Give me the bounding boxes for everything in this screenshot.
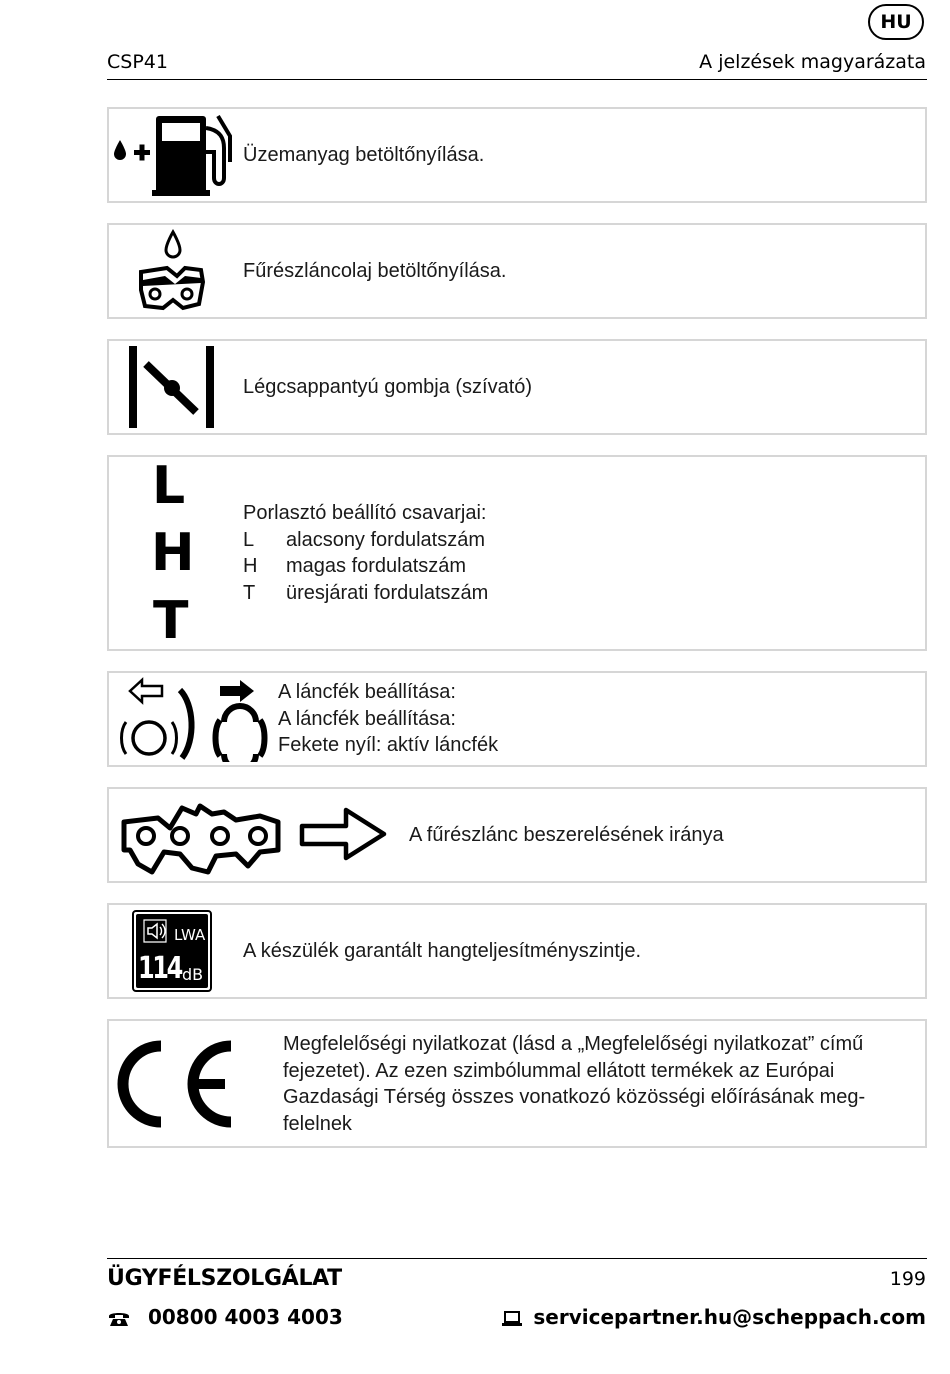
chain-brake-line-2: A láncfék beállítása: [278,707,456,730]
carburetor-item-l: L alacsony fordulatszám [243,528,485,551]
header-rule [107,79,927,80]
sound-power-label [136,914,208,988]
ce-line-1: Megfelelőségi nyilatkozat (lásd a „Megfelelőségi nyilatkozat” című [283,1033,864,1055]
carburetor-letter-l: L [152,456,186,516]
chain-brake-line-1: A láncfék beállítása: [278,681,456,703]
chain-brake-text [278,679,498,759]
section-title: A jelzések magyarázata [699,51,926,73]
saw-chain-direction-icon [120,792,390,878]
phone-icon [107,1310,131,1328]
email-address: servicepartner.hu@scheppach.com [533,1305,926,1329]
chain-oil-text: Fűrészláncolaj betöltőnyílása. [243,260,507,282]
footer-rule [107,1258,927,1259]
chain-direction-text: A fűrészlánc beszerelésének iránya [409,824,724,846]
service-title: ÜGYFÉLSZOLGÁLAT [107,1266,342,1291]
phone-number: 00800 4003 4003 [147,1305,343,1329]
ce-line-4: felelnek [283,1112,352,1135]
symbol-row-chain-oil [107,223,927,319]
page-number: 199 [889,1268,926,1290]
symbol-row-carburetor [107,455,927,651]
sound-unit: dB [182,965,204,984]
service-phone[interactable] [107,1305,343,1329]
model-name: CSP41 [107,51,168,73]
fuel-text: Üzemanyag betöltőnyílása. [243,144,485,166]
choke-text: Légcsappantyú gombja (szívató) [243,376,533,398]
carburetor-text [243,500,488,606]
ce-mark-icon [113,1040,239,1128]
laptop-icon [502,1310,522,1328]
ce-text [283,1031,865,1137]
fuel-pump-icon [112,112,236,198]
carburetor-letter-t: T [153,591,189,651]
carburetor-intro: Porlasztó beállító csavarjai: [243,502,487,524]
language-badge: HU [868,4,924,40]
carburetor-letter-h: H [151,523,195,583]
carburetor-item-t: T üresjárati fordulatszám [243,581,489,604]
service-email[interactable] [502,1305,926,1329]
sound-text: A készülék garantált hangteljesítményszintje. [243,940,641,962]
sound-power-icon [132,910,212,992]
carburetor-item-h: H magas fordulatszám [243,555,467,577]
chain-brake-line-3: Fekete nyíl: aktív láncfék [278,734,499,756]
chain-brake-icon [118,676,268,762]
speaker-icon [140,918,170,944]
ce-line-3: Gazdasági Térség összes vonatkozó közösségi előírásának meg- [283,1086,866,1108]
chain-oil-icon [135,228,209,314]
ce-line-2: fejezetet). Az ezen szimbólummal ellátott termékek az Európai [283,1059,835,1082]
sound-value: 114 [138,951,181,986]
lwa-label: LWA [174,926,206,944]
choke-icon [126,344,218,430]
